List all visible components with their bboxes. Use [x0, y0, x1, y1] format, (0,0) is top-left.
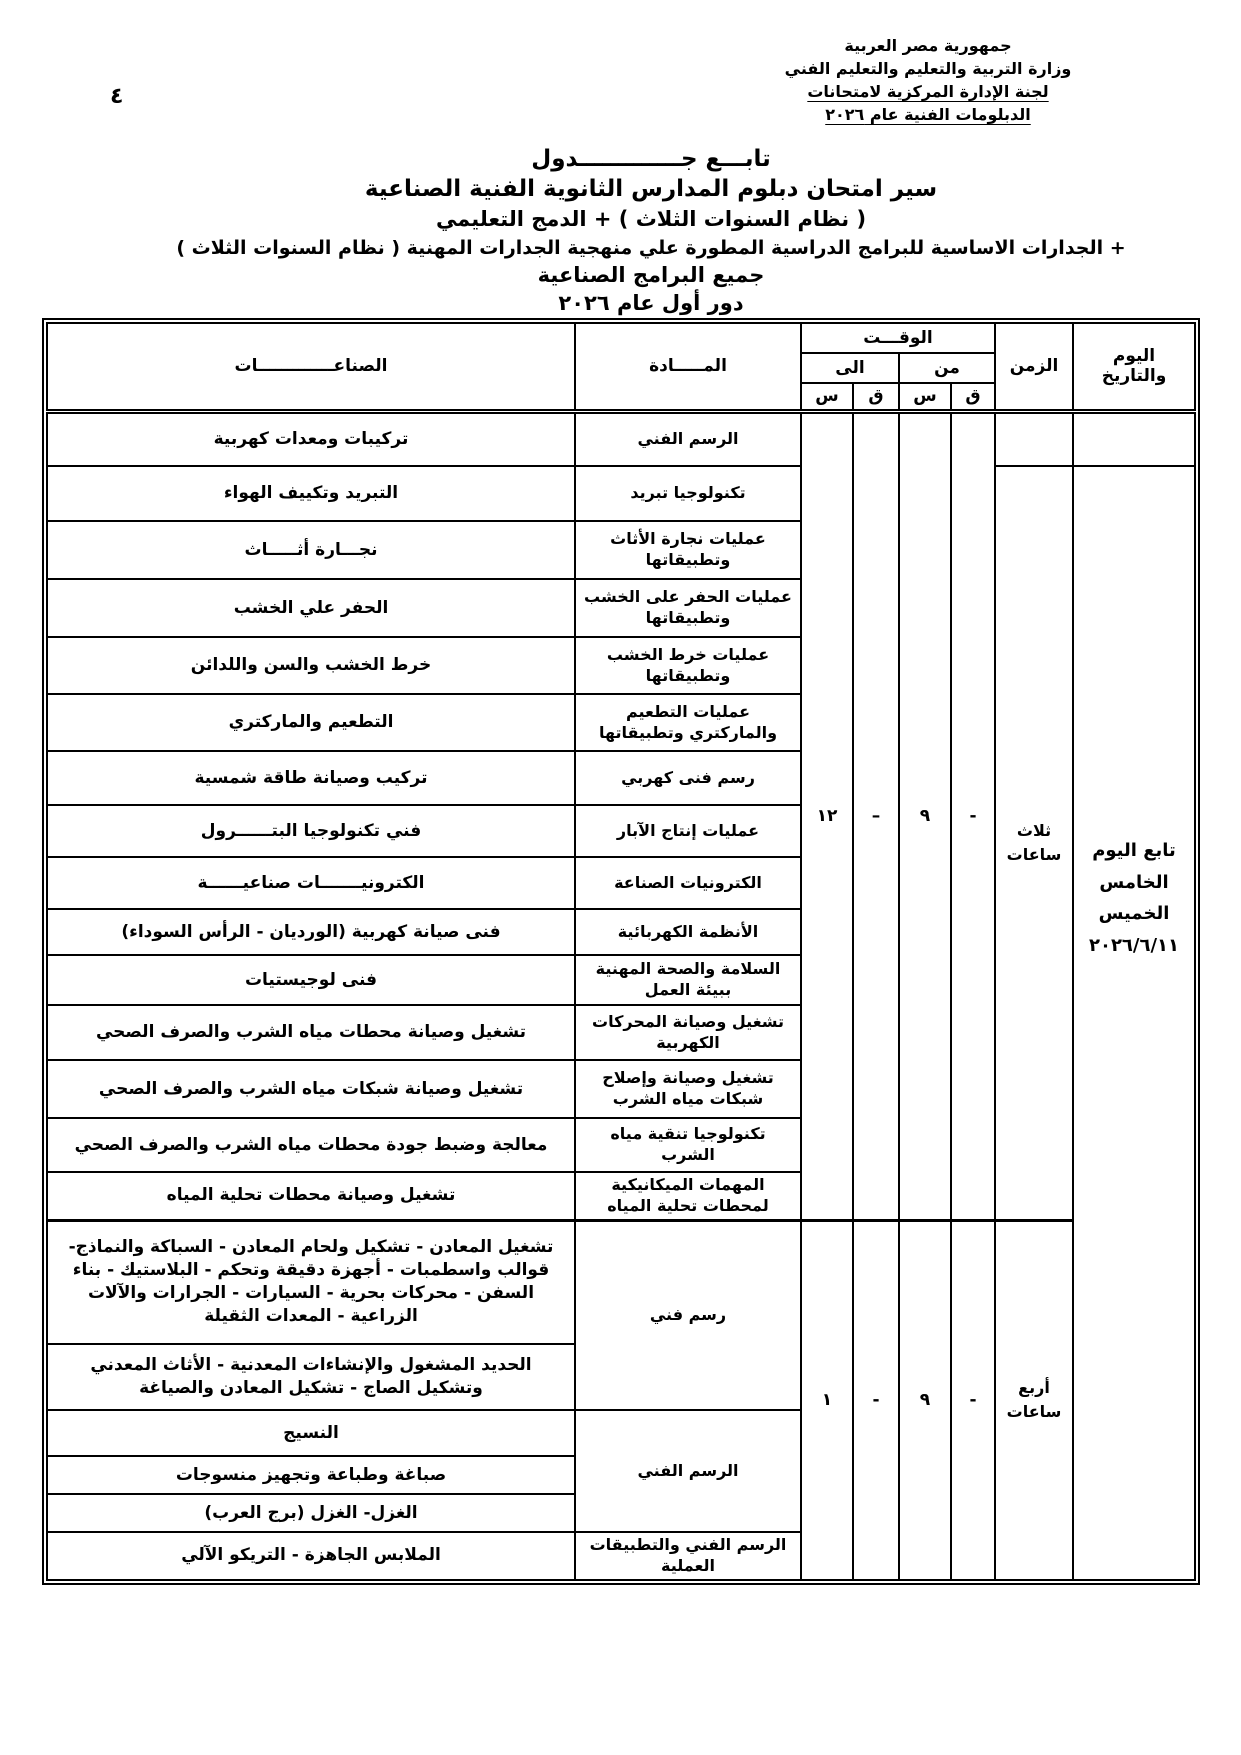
industry-cell: الحفر علي الخشب — [47, 579, 575, 637]
exam-schedule-table — [46, 322, 1196, 1581]
subject-cell: الكترونيات الصناعة — [575, 857, 801, 909]
letterhead-country: جمهورية مصر العربية — [844, 36, 1012, 55]
subject-cell: السلامة والصحة المهنية ببيئة العمل — [575, 955, 801, 1005]
industry-cell: نجـــارة أثـــــاث — [47, 521, 575, 579]
subject-cell: عمليات نجارة الأثاث وتطبيقاتها — [575, 521, 801, 579]
industry-cell: فني تكنولوجيا البتــــــرول — [47, 805, 575, 857]
header-time: الوقـــت — [801, 323, 995, 353]
header-from-minutes: ق — [951, 383, 995, 411]
table-row — [47, 466, 1195, 521]
title-exam-name: سير امتحان دبلوم المدارس الثانوية الفنية الصناعية — [364, 176, 938, 203]
to-hours-cell: ١٢ — [801, 411, 853, 1220]
industry-cell: فنى لوجيستيات — [47, 955, 575, 1005]
letterhead — [763, 32, 1093, 128]
header-to-minutes: ق — [853, 383, 899, 411]
header-duration: الزمن — [995, 323, 1073, 411]
from-hours-cell: ٩ — [899, 411, 951, 1220]
industry-cell: التطعيم والماركتري — [47, 694, 575, 751]
subject-cell: الرسم الفني — [575, 1410, 801, 1532]
header-from-hours: س — [899, 383, 951, 411]
subject-cell: عمليات الحفر على الخشب وتطبيقاتها — [575, 579, 801, 637]
day-date-line2: الخميس — [1098, 903, 1170, 924]
subject-cell: عمليات خرط الخشب وتطبيقاتها — [575, 637, 801, 694]
title-all-programs: جميع البرامج الصناعية — [537, 263, 765, 288]
table-row — [47, 1220, 1195, 1344]
industry-cell: الغزل- الغزل (برج العرب) — [47, 1494, 575, 1532]
duration-spacer-cell — [995, 411, 1073, 466]
industry-cell: الكترونيـــــــات صناعيــــــة — [47, 857, 575, 909]
document-title-block — [71, 146, 1231, 316]
industry-cell: تشغيل وصيانة محطات تحلية المياه — [47, 1172, 575, 1220]
industry-cell: صباغة وطباعة وتجهيز منسوجات — [47, 1456, 575, 1494]
to-minutes-cell: – — [853, 411, 899, 1220]
title-system: ( نظام السنوات الثلاث ) + الدمج التعليمي — [435, 207, 867, 232]
from-hours-cell: ٩ — [899, 1220, 951, 1580]
industry-cell: معالجة وضبط جودة محطات مياه الشرب والصرف الصحي — [47, 1118, 575, 1172]
day-date-cell — [1073, 466, 1195, 1580]
header-subject: المـــــادة — [575, 323, 801, 411]
industry-cell: التبريد وتكييف الهواء — [47, 466, 575, 521]
industry-cell: خرط الخشب والسن واللدائن — [47, 637, 575, 694]
to-minutes-cell: - — [853, 1220, 899, 1580]
day-date-spacer-cell — [1073, 411, 1195, 466]
duration-cell: ثلاث ساعات — [995, 466, 1073, 1220]
table-row — [47, 411, 1195, 466]
industry-cell: تركيب وصيانة طاقة شمسية — [47, 751, 575, 805]
subject-cell: تشغيل وصيانة وإصلاح شبكات مياه الشرب — [575, 1060, 801, 1118]
industry-cell: فنى صيانة كهربية (الورديان - الرأس السوداء) — [47, 909, 575, 955]
title-continuation: تابـــع جـــــــــــــدول — [531, 146, 771, 172]
day-date-line3: ٢٠٢٦/٦/١١ — [1088, 934, 1180, 956]
subject-cell: تكنولوجيا تنقية مياه الشرب — [575, 1118, 801, 1172]
from-minutes-cell: - — [951, 411, 995, 1220]
to-hours-cell: ١ — [801, 1220, 853, 1580]
title-competencies: + الجدارات الاساسية للبرامج الدراسية المطورة علي منهجية الجدارات المهنية ( نظام السنوات الثلاث ) — [176, 237, 1126, 260]
subject-cell: تشغيل وصيانة المحركات الكهربية — [575, 1005, 801, 1060]
title-session: دور أول عام ٢٠٢٦ — [558, 291, 744, 316]
page-number: ٤ — [110, 84, 124, 109]
subject-cell: المهمات الميكانيكية لمحطات تحلية المياه — [575, 1172, 801, 1220]
subject-cell: عمليات التطعيم والماركتري وتطبيقاتها — [575, 694, 801, 751]
header-day-date: اليوم والتاريخ — [1073, 323, 1195, 411]
industry-cell: تركيبات ومعدات كهربية — [47, 411, 575, 466]
subject-cell: تكنولوجيا تبريد — [575, 466, 801, 521]
header-time-from: من — [899, 353, 995, 383]
subject-cell: الرسم الفني والتطبيقات العملية — [575, 1532, 801, 1580]
header-time-to: الى — [801, 353, 899, 383]
subject-cell: رسم فنى كهربي — [575, 751, 801, 805]
from-minutes-cell: - — [951, 1220, 995, 1580]
industry-cell: تشغيل وصيانة محطات مياه الشرب والصرف الصحي — [47, 1005, 575, 1060]
subject-cell: الرسم الفني — [575, 411, 801, 466]
subject-cell: رسم فني — [575, 1220, 801, 1410]
header-to-hours: س — [801, 383, 853, 411]
day-date-line1: تابع اليوم الخامس — [1092, 840, 1176, 893]
letterhead-committee: لجنة الإدارة المركزية لامتحانات — [807, 82, 1049, 101]
industry-cell: تشغيل وصيانة شبكات مياه الشرب والصرف الصحي — [47, 1060, 575, 1118]
industry-cell: تشغيل المعادن - تشكيل ولحام المعادن - السباكة والنماذج- قوالب واسطمبات - أجهزة دقيقة وتحكم - البلاستيك - بناء السفن - محركات بحرية - السيارات - الجرارات والآلات الزراعية - المعدات الثقيلة — [47, 1220, 575, 1344]
industry-cell: الملابس الجاهزة - التريكو الآلي — [47, 1532, 575, 1580]
letterhead-ministry: وزارة التربية والتعليم والتعليم الفني — [784, 59, 1072, 78]
subject-cell: عمليات إنتاج الآبار — [575, 805, 801, 857]
industry-cell: الحديد المشغول والإنشاءات المعدنية - الأثاث المعدني وتشكيل الصاج - تشكيل المعادن والصياغة — [47, 1344, 575, 1410]
duration-cell: أربع ساعات — [995, 1220, 1073, 1580]
letterhead-diplomas-year: الدبلومات الفنية عام ٢٠٢٦ — [825, 105, 1031, 124]
header-industries: الصناعـــــــــــــات — [47, 323, 575, 411]
exam-schedule-table-frame — [42, 318, 1200, 1585]
industry-cell: النسيج — [47, 1410, 575, 1456]
subject-cell: الأنظمة الكهربائية — [575, 909, 801, 955]
